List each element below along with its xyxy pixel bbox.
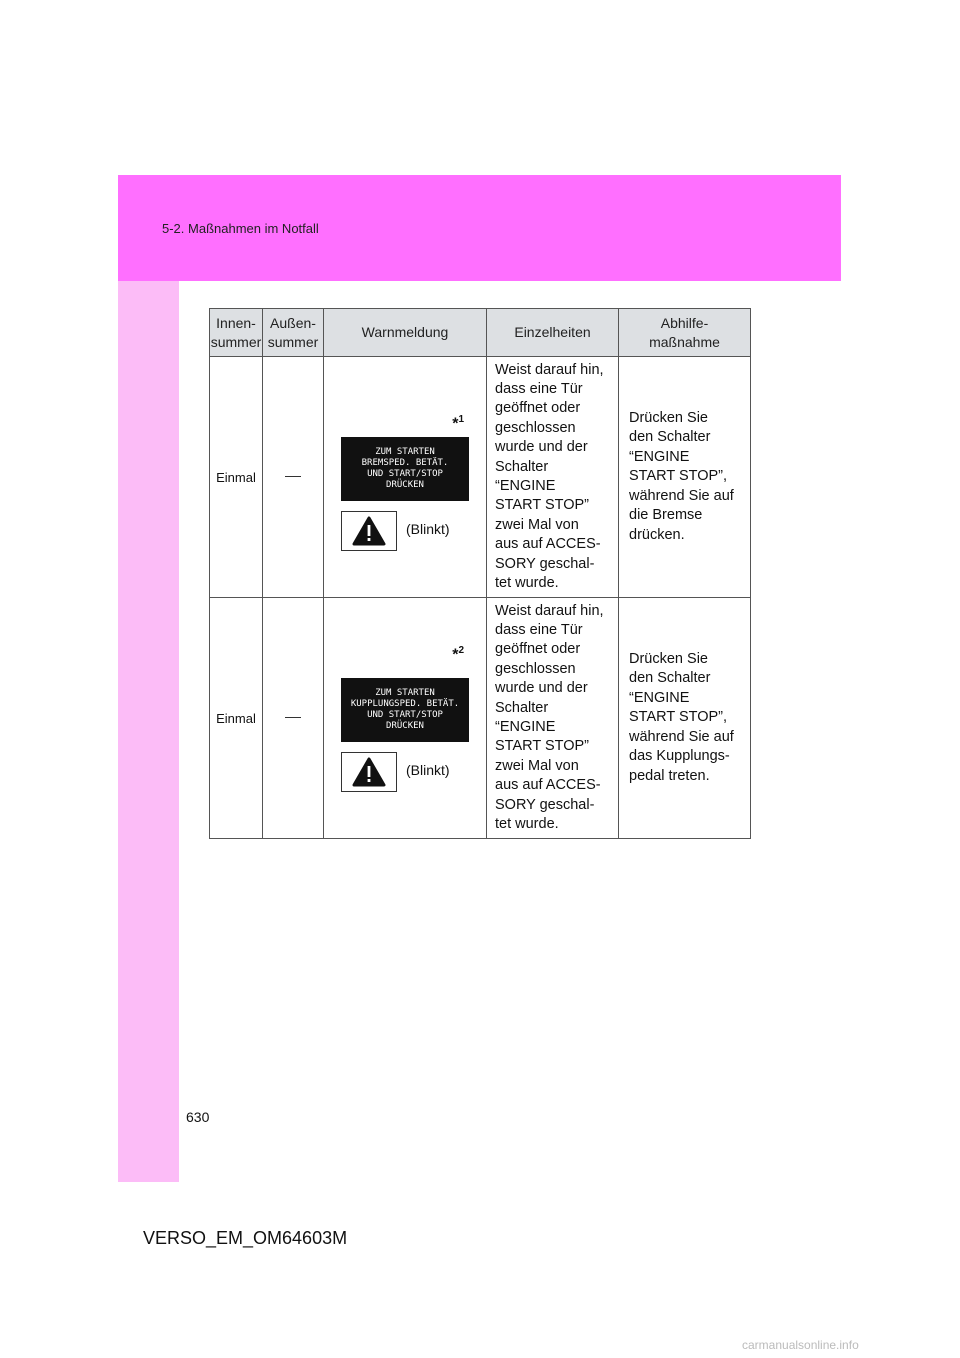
text-line: Weist darauf hin, — [495, 602, 604, 619]
table-header-row — [210, 309, 751, 357]
cell-abhilfe — [619, 598, 751, 839]
dash-mark — [285, 717, 301, 718]
message-illustration — [324, 357, 486, 597]
text-line: geöffnet oder — [495, 400, 581, 417]
text-line: drücken. — [629, 526, 685, 543]
text-line: während Sie auf — [629, 487, 734, 504]
text-line: aus auf ACCES- — [495, 536, 601, 553]
text-line: Schalter — [495, 699, 549, 716]
text-line: SORY geschal- — [495, 555, 595, 572]
cell-aussensummer — [263, 357, 324, 598]
text-line: wurde und der — [495, 680, 588, 697]
text-line: Schalter — [495, 458, 549, 475]
text-line: geöffnet oder — [495, 641, 581, 658]
display-line: ZUM STARTEN — [375, 447, 435, 457]
text-line: zwei Mal von — [495, 516, 579, 533]
cell-einzelheiten — [487, 357, 619, 598]
text-line: während Sie auf — [629, 728, 734, 745]
text-line: “ENGINE — [629, 448, 690, 465]
display-line: UND START/STOP — [367, 710, 443, 720]
text-line: tet wurde. — [495, 816, 559, 833]
dash-mark — [285, 476, 301, 477]
text-line: Weist darauf hin, — [495, 361, 604, 378]
message-illustration — [324, 598, 486, 838]
multi-info-display — [341, 437, 469, 501]
cell-aussensummer — [263, 598, 324, 839]
text-line: “ENGINE — [629, 689, 690, 706]
text-line: den Schalter — [629, 670, 711, 687]
footnote-marker: *$^1$ — [452, 414, 464, 433]
document-code: VERSO_EM_OM64603M — [143, 1228, 348, 1248]
text-line: dass eine Tür — [495, 621, 583, 638]
blink-label: (Blinkt) — [406, 521, 450, 537]
table-row — [210, 598, 751, 839]
text-line: tet wurde. — [495, 575, 559, 592]
text-line: dass eine Tür — [495, 380, 583, 397]
header-innensummer: Innen- summer — [210, 309, 263, 357]
table-row — [210, 357, 751, 598]
header-einzelheiten: Einzelheiten — [487, 309, 619, 357]
blink-label: (Blinkt) — [406, 762, 450, 778]
page-number: 630 — [186, 1109, 210, 1125]
side-tab-bar — [118, 175, 179, 1182]
text-line: START STOP” — [495, 497, 590, 514]
warning-triangle-icon — [341, 752, 397, 792]
text-line: geschlossen — [495, 660, 576, 677]
cell-innensummer: Einmal — [210, 598, 263, 839]
display-line: ZUM STARTEN — [375, 688, 435, 698]
cell-warnmeldung — [324, 598, 487, 839]
text-line: START STOP”, — [629, 709, 728, 726]
text-line: SORY geschal- — [495, 796, 595, 813]
display-line: BREMSPED. BETÄT. — [361, 458, 449, 468]
text-line: START STOP”, — [629, 468, 728, 485]
text-line: geschlossen — [495, 419, 576, 436]
text-line: wurde und der — [495, 439, 588, 456]
text-line: pedal treten. — [629, 767, 710, 784]
text-line: die Bremse — [629, 507, 703, 524]
text-line: den Schalter — [629, 429, 711, 446]
text-line: Drücken Sie — [629, 651, 708, 668]
text-line: aus auf ACCES- — [495, 777, 601, 794]
cell-einzelheiten — [487, 598, 619, 839]
cell-warnmeldung — [324, 357, 487, 598]
display-line: DRÜCKEN — [386, 480, 424, 490]
text-line: Drücken Sie — [629, 410, 708, 427]
footnote-marker: *$^2$ — [452, 645, 464, 664]
display-line: KUPPLUNGSPED. BETÄT. — [350, 699, 460, 709]
text-line: START STOP” — [495, 738, 590, 755]
cell-abhilfe — [619, 357, 751, 598]
header-abhilfe: Abhilfe- maßnahme — [619, 309, 751, 357]
header-warnmeldung: Warnmeldung — [324, 309, 487, 357]
multi-info-display — [341, 678, 469, 742]
section-title: 5-2. Maßnahmen im Notfall — [162, 221, 319, 236]
header-aussensummer: Außen- summer — [263, 309, 324, 357]
warning-triangle-icon — [341, 511, 397, 551]
warning-table — [209, 308, 751, 839]
text-line: zwei Mal von — [495, 757, 579, 774]
text-line: “ENGINE — [495, 478, 556, 494]
cell-innensummer: Einmal — [210, 357, 263, 598]
watermark: carmanualsonline.info — [742, 1338, 859, 1352]
text-line: das Kupplungs- — [629, 748, 730, 765]
text-line: “ENGINE — [495, 719, 556, 735]
display-line: DRÜCKEN — [386, 721, 424, 731]
display-line: UND START/STOP — [367, 469, 443, 479]
